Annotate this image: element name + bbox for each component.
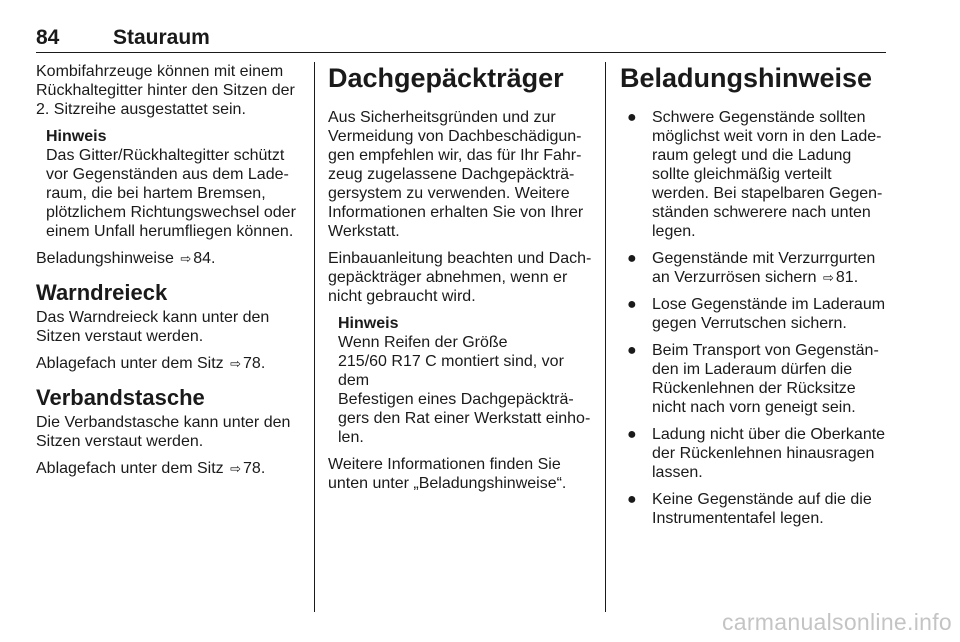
arrow-right-icon: ⇨ — [822, 270, 834, 285]
column-divider — [314, 62, 315, 612]
page-number: 84 — [36, 26, 60, 49]
list-item-text: Keine Gegenstände auf die die Instrumententafel legen. — [652, 491, 872, 527]
list-item — [620, 249, 890, 287]
column-2 — [328, 62, 596, 501]
list-item-text: Beim Transport von Gegenstän- den im Laderaum dürfen die Rückenlehnen der Rücksitze nicht nach vorn geneigt sein. — [652, 342, 879, 416]
cross-reference — [36, 354, 304, 373]
section-heading-warndreieck: Warndreieck — [36, 280, 168, 305]
ref-page[interactable]: 84. — [193, 250, 216, 267]
list-item-text: Schwere Gegenstände sollten möglichst weit vorn in den Lade- raum gelegt und die Ladung sollte gleichmäßig verteilt werden. Bei stapelbaren Gegen- ständen schwerere nach unten legen. — [652, 109, 883, 240]
ref-text: Ablagefach unter dem Sitz — [36, 355, 224, 372]
list-item — [620, 425, 890, 482]
note-title: Hinweis — [338, 315, 399, 332]
arrow-right-icon: ⇨ — [230, 461, 242, 476]
list-item-text: Ladung nicht über die Oberkante der Rückenlehnen hinausragen lassen. — [652, 426, 886, 481]
paragraph: Einbauanleitung beachten und Dach- gepäckträger abnehmen, wenn er nicht gebraucht wird. — [328, 250, 592, 305]
running-title: Stauraum — [113, 26, 210, 49]
note-body: Wenn Reifen der Größe 215/60 R17 C montiert sind, vor dem Befestigen eines Dachgepäckträ- gers den Rat einer Werkstatt einho- len. — [338, 334, 591, 446]
ref-text: Ablagefach unter dem Sitz — [36, 460, 224, 477]
bullet-icon: ● — [627, 342, 637, 359]
arrow-right-icon: ⇨ — [180, 251, 192, 266]
intro-paragraph: Kombifahrzeuge können mit einem Rückhaltegitter hinter den Sitzen der 2. Sitzreihe ausgestattet sein. — [36, 63, 295, 118]
section-heading-beladungshinweise: Beladungshinweise — [620, 63, 873, 93]
ref-page[interactable]: 81. — [835, 269, 859, 286]
note-title: Hinweis — [46, 128, 107, 145]
ref-page[interactable]: 78. — [243, 355, 266, 372]
list-item — [620, 295, 890, 333]
paragraph: Das Warndreieck kann unter den Sitzen verstaut werden. — [36, 309, 270, 345]
cross-reference — [36, 459, 304, 478]
cross-reference — [36, 249, 304, 268]
column-1 — [36, 62, 304, 486]
ref-text: Beladungshinweise — [36, 250, 174, 267]
list-item-text: Gegenstände mit Verzurrgurten an Verzurrösen sichern — [652, 250, 876, 286]
note-body: Das Gitter/Rückhaltegitter schützt vor Gegenständen aus dem Lade- raum, die bei hartem Bremsen, plötzlichem Richtungswechsel oder einem Unfall herumfliegen können. — [46, 147, 296, 240]
bullet-icon: ● — [627, 296, 637, 313]
paragraph: Die Verbandstasche kann unter den Sitzen verstaut werden. — [36, 414, 291, 450]
ref-page[interactable]: 78. — [243, 460, 266, 477]
column-3 — [620, 62, 890, 536]
bullet-icon: ● — [627, 109, 637, 126]
arrow-right-icon: ⇨ — [230, 356, 242, 371]
paragraph: Weitere Informationen finden Sie unten unter „Beladungshinweise“. — [328, 456, 567, 492]
list-item-text: Lose Gegenstände im Laderaum gegen Verrutschen sichern. — [652, 296, 886, 332]
note-box — [46, 127, 304, 241]
list-item — [620, 108, 890, 241]
note-box — [338, 314, 596, 447]
paragraph: Aus Sicherheitsgründen und zur Vermeidung von Dachbeschädigun- gen empfehlen wir, das für Ihr Fahr- zeug zugelassene Dachgepäckträ- gersystem zu verwenden. Weitere Informationen erhalten Sie von Ihrer Werkstatt. — [328, 109, 584, 240]
bullet-list — [620, 108, 890, 528]
column-divider — [605, 62, 606, 612]
watermark: carmanualsonline.info — [721, 609, 952, 635]
bullet-icon: ● — [627, 491, 637, 508]
section-heading-dachgepaecktraeger: Dachgepäckträger — [328, 63, 564, 93]
list-item — [620, 341, 890, 417]
bullet-icon: ● — [627, 426, 637, 443]
section-heading-verbandstasche: Verbandstasche — [36, 385, 205, 410]
bullet-icon: ● — [627, 250, 637, 267]
page-header — [36, 26, 886, 53]
list-item — [620, 490, 890, 528]
